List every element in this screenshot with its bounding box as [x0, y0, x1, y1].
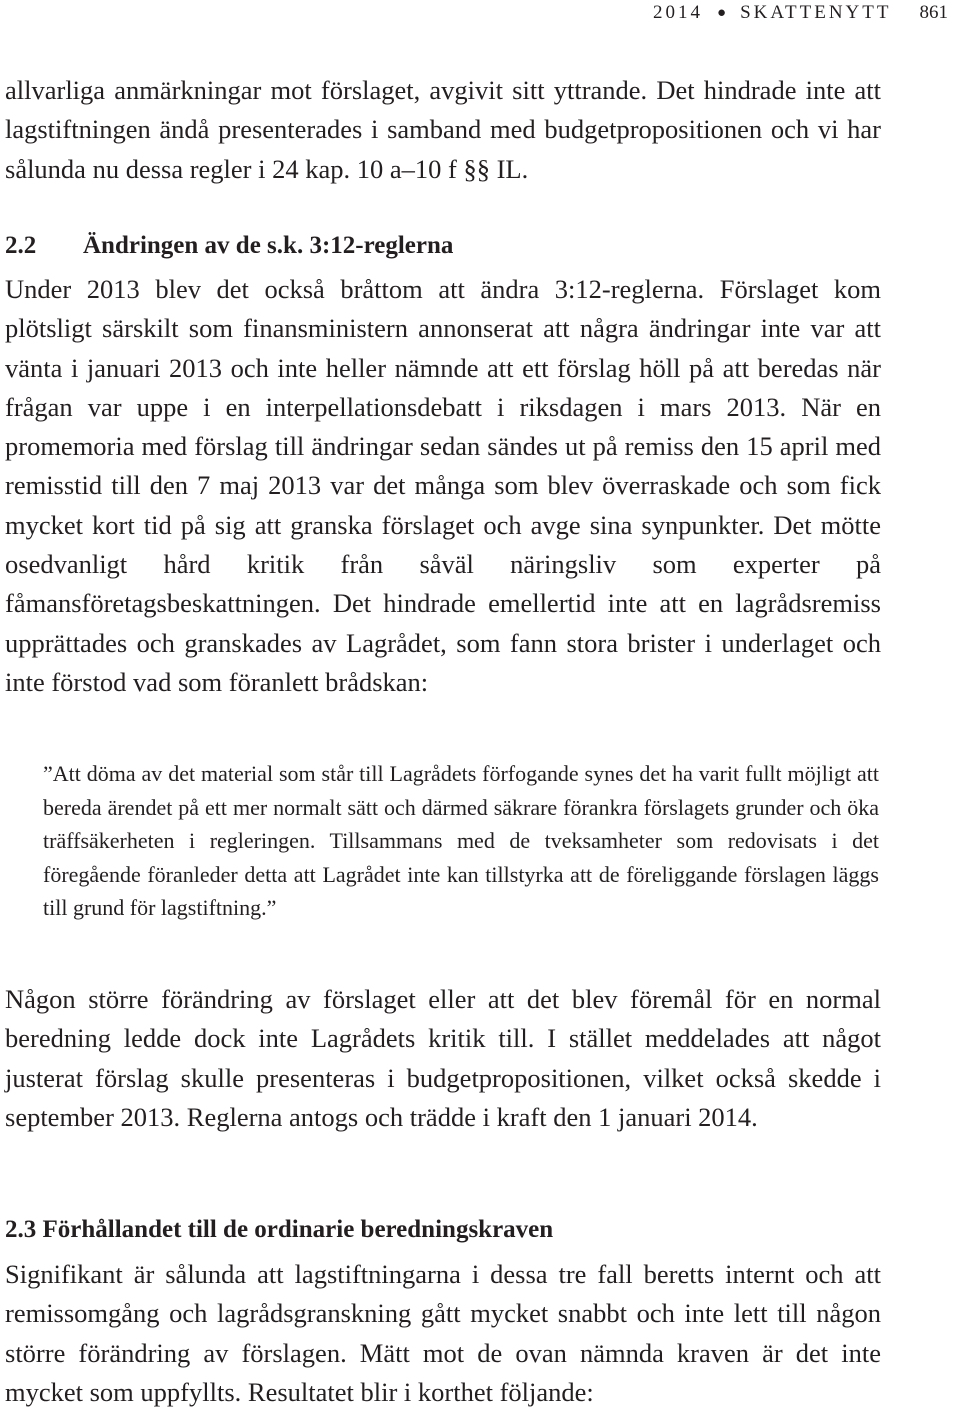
- intro-paragraph: allvarliga anmärkningar mot förslaget, avgivit sitt yttrande. Det hindrade inte att lagstiftningen ändå presenterades i samband med budgetpropositionen och vi har sålunda nu dessa regler i 24 kap. 10 a–10 f §§ IL.: [5, 75, 881, 184]
- section-number: 2.3: [5, 1216, 37, 1243]
- section-title: Förhållandet till de ordinarie beredningskraven: [42, 1216, 554, 1243]
- header-journal-name: SKATTENYTT: [740, 2, 892, 23]
- block-quote: ”Att döma av det material som står till Lagrådets förfogande synes det ha varit fullt möjligt att bereda ärendet på ett mer normalt sätt och därmed säkrare förankra förslagets grunder och öka träffsäkerheten i regleringen. Tillsammans med de tveksamheter som redovisats i det föregående föranleder detta att Lagrådet inte kan tillstyrka att de föreliggande förslagen läggs till grund för lagstiftning.”: [43, 761, 879, 921]
- page-number: 861: [919, 2, 948, 23]
- section-title: Ändringen av de s.k. 3:12-reglerna: [83, 232, 454, 259]
- paragraph-after-quote: Någon större förändring av förslaget eller att det blev föremål för en normal beredning ledde dock inte Lagrådets kritik till. I stället meddelades att något justerat förslag skulle presenteras i budgetpropositionen, vilket också skedde i september 2013. Reglerna antogs och trädde i kraft den 1 januari 2014.: [5, 984, 881, 1132]
- section-2-3-paragraph: Signifikant är sålunda att lagstiftningarna i dessa tre fall beretts internt och att remissomgång och lagrådsgranskning gått mycket snabbt och inte lett till någon större förändring av förslagen. Mätt mot de ovan nämnda kraven är det inte mycket som uppfyllts. Resultatet blir i korthet följande:: [5, 1259, 881, 1407]
- bullet-separator-icon: ●: [717, 4, 727, 21]
- running-header: [653, 0, 948, 26]
- section-2-2-paragraph: Under 2013 blev det också bråttom att ändra 3:12-reglerna. Förslaget kom plötsligt särskilt som finansministern annonserat att några ändringar inte var att vänta i januari 2013 och inte heller nämnde att ett förslag höll på att beredas när frågan var uppe i en interpellationsdebatt i riksdagen i mars 2013. När en promemoria med förslag till ändringar sedan sändes ut på remiss den 15 april med remisstid till den 7 maj 2013 var det många som blev överraskade och som fick mycket kort tid på sig att granska förslaget och avge sina synpunkter. Det mötte osedvanligt hård kritik från såväl näringsliv som experter på fåmansföretagsbeskattningen. Det hindrade emellertid inte att en lagrådsremiss upprättades och granskades av Lagrådet, som fann stora brister i underlaget och inte förstod vad som föranlett brådskan:: [5, 274, 881, 697]
- section-number: 2.2: [5, 232, 37, 259]
- section-heading-2-3: [5, 1216, 553, 1244]
- header-year: 2014: [653, 2, 704, 23]
- section-heading-2-2: [5, 232, 453, 260]
